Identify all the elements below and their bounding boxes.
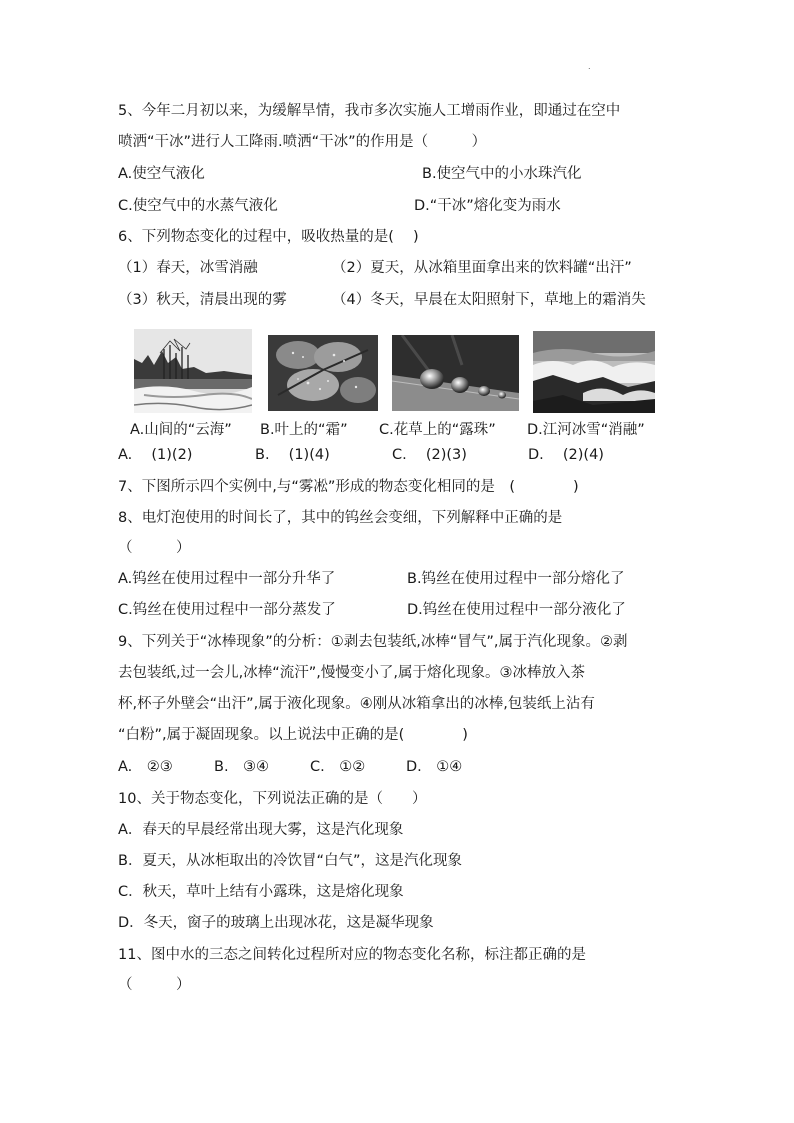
q9-option-a: A. ②③: [118, 759, 173, 775]
photo-sea-of-clouds: [533, 331, 655, 413]
q11-answer-paren: （ ）: [118, 977, 191, 993]
photo-caption-d: D.江河冰雪“消融”: [527, 422, 645, 438]
q6-item-3: （3）秋天，清晨出现的雾: [118, 292, 287, 308]
q10-stem: 10、关于物态变化，下列说法正确的是（ ）: [118, 791, 427, 807]
q6-stem: 6、下列物态变化的过程中，吸收热量的是( ): [118, 229, 419, 245]
q9-stem-line3: 杯,杯子外壁会“出汗”,属于液化现象。④刚从冰箱拿出的冰棒,包装纸上沾有: [118, 696, 595, 712]
q5-option-b: B.使空气中的小水珠汽化: [422, 166, 582, 182]
q8-option-a: A.钨丝在使用过程中一部分升华了: [118, 571, 336, 587]
q10-option-b: B．夏天，从冰柜取出的冷饮冒“白气”，这是汽化现象: [118, 853, 462, 869]
q6-option-c: C. (2)(3): [392, 447, 467, 463]
q6-option-d: D. (2)(4): [528, 447, 604, 463]
scan-dot: .: [588, 62, 591, 71]
q5-option-d: D.“干冰”熔化变为雨水: [414, 198, 561, 214]
q9-stem-line1: 9、下列关于“冰棒现象”的分析：①剥去包装纸,冰棒“冒气”,属于汽化现象。②剥: [118, 634, 628, 650]
q8-stem: 8、电灯泡使用的时间长了，其中的钨丝会变细，下列解释中正确的是: [118, 510, 563, 526]
q11-stem: 11、图中水的三态之间转化过程所对应的物态变化名称，标注都正确的是: [118, 947, 586, 963]
q8-answer-paren: （ ）: [118, 540, 191, 556]
q5-option-c: C.使空气中的水蒸气液化: [118, 198, 278, 214]
q9-stem-line2: 去包装纸,过一会儿,冰棒“流汗”,慢慢变小了,属于熔化现象。③冰棒放入茶: [118, 665, 585, 681]
q10-option-c: C．秋天，草叶上结有小露珠，这是熔化现象: [118, 884, 404, 900]
q9-option-c: C. ①②: [310, 759, 366, 775]
q7-stem: 7、下图所示四个实例中,与“雾凇”形成的物态变化相同的是 ( ): [118, 479, 579, 495]
q6-option-a: A. (1)(2): [118, 447, 193, 463]
photo-caption-b: B.叶上的“霜”: [260, 422, 348, 438]
q9-option-b: B. ③④: [214, 759, 270, 775]
q10-option-d: D．冬天，窗子的玻璃上出现冰花，这是凝华现象: [118, 915, 434, 931]
photo-caption-c: C.花草上的“露珠”: [379, 422, 496, 438]
photo-leaf-frost: [268, 335, 378, 411]
q6-item-4: （4）冬天，早晨在太阳照射下，草地上的霜消失: [332, 292, 646, 308]
photo-dewdrops: [392, 335, 519, 411]
photo-mountain-clouds: [134, 329, 252, 413]
q9-option-d: D. ①④: [406, 759, 463, 775]
q6-item-1: （1）春天，冰雪消融: [118, 260, 258, 276]
photo-caption-a: A.山间的“云海”: [130, 422, 232, 438]
q8-option-c: C.钨丝在使用过程中一部分蒸发了: [118, 602, 336, 618]
q5-stem-line1: 5、今年二月初以来，为缓解旱情，我市多次实施人工增雨作业，即通过在空中: [118, 103, 621, 119]
q9-stem-line4: “白粉”,属于凝固现象。以上说法中正确的是( ): [118, 727, 468, 743]
q6-option-b: B. (1)(4): [255, 447, 330, 463]
q6-item-2: （2）夏天，从冰箱里面拿出来的饮料罐“出汗”: [332, 260, 632, 276]
q10-option-a: A．春天的早晨经常出现大雾，这是汽化现象: [118, 822, 404, 838]
q8-option-b: B.钨丝在使用过程中一部分熔化了: [407, 571, 625, 587]
q5-stem-line2: 喷洒“干冰”进行人工降雨.喷洒“干冰”的作用是（ ）: [118, 134, 487, 150]
q5-option-a: A.使空气液化: [118, 166, 205, 182]
q8-option-d: D.钨丝在使用过程中一部分液化了: [407, 602, 626, 618]
